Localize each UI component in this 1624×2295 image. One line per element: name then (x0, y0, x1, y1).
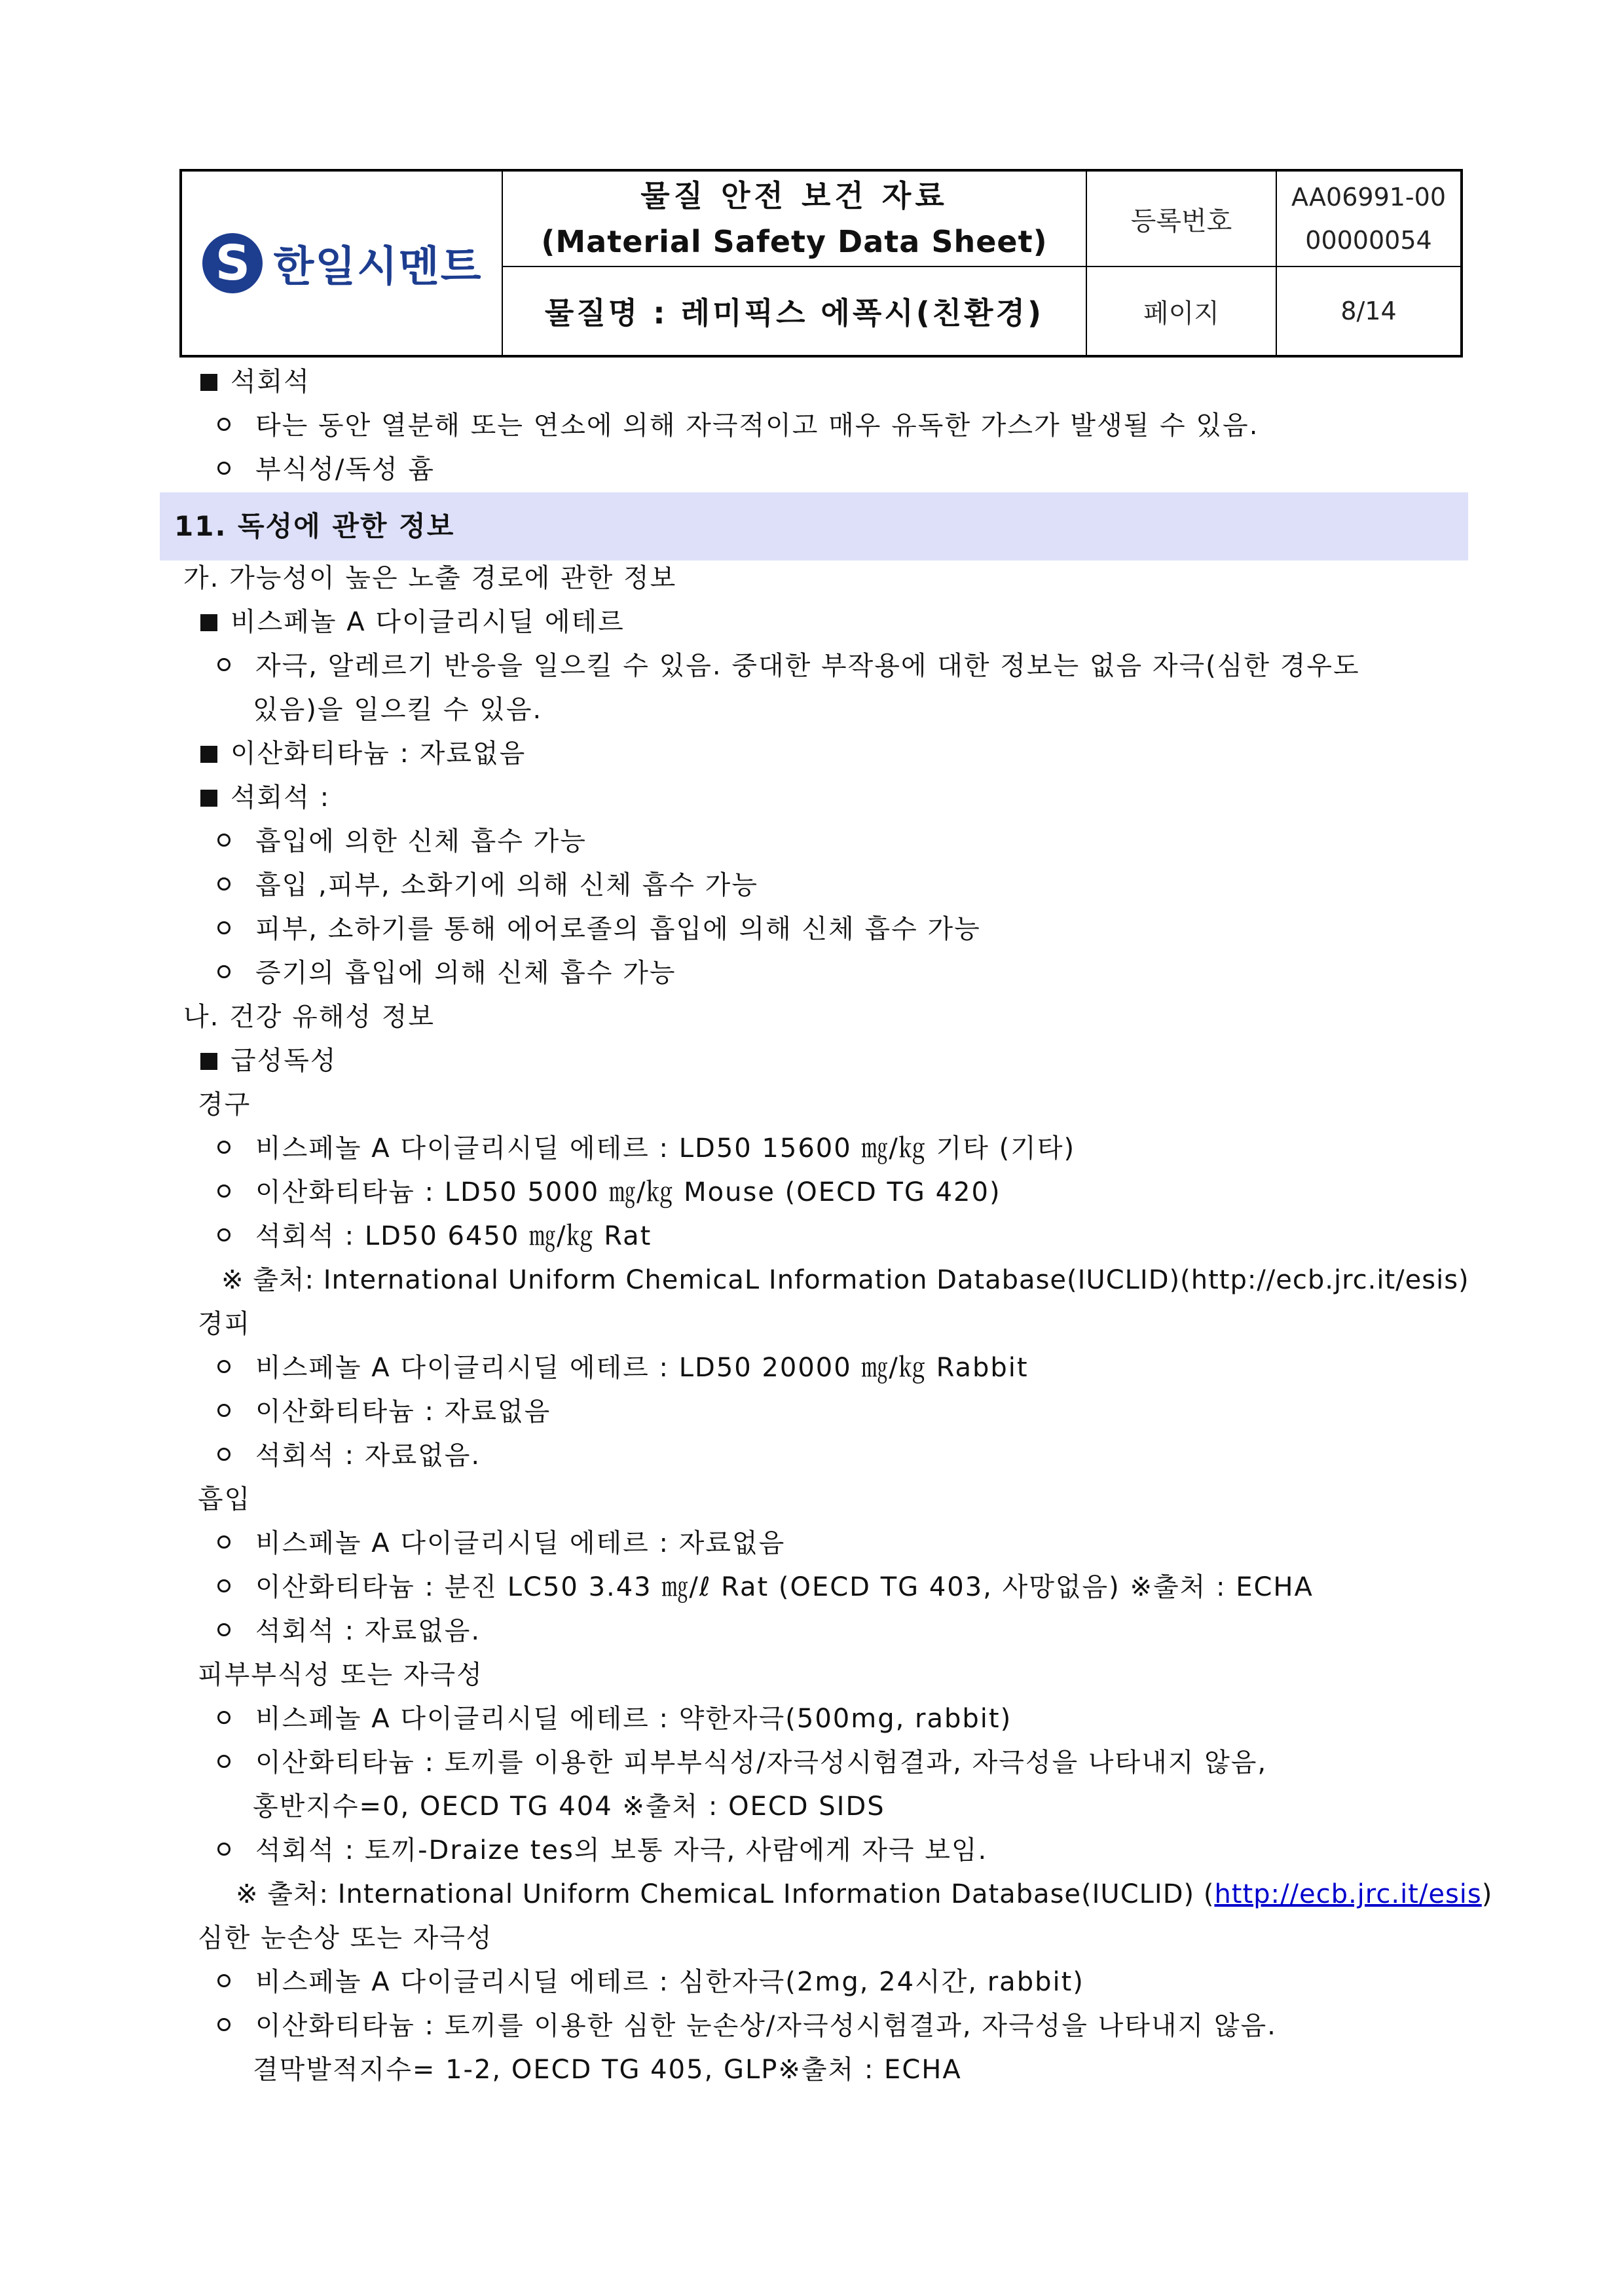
header-table (179, 169, 1463, 358)
company-logo-icon: S (202, 233, 263, 293)
circle-bullet-icon (217, 418, 231, 431)
circle-bullet-icon (217, 1535, 231, 1549)
list-item: 석회석 : 토끼-Draize tes의 보통 자극, 사람에게 자극 보임. (217, 1834, 987, 1867)
source-link[interactable]: http://ecb.jrc.it/esis (1214, 1879, 1482, 1909)
document-title (504, 172, 1084, 266)
circle-bullet-icon (217, 1448, 231, 1461)
registration-number-line2: 00000054 (1305, 226, 1432, 255)
square-bullet-icon (200, 614, 217, 631)
circle-bullet-icon (217, 834, 231, 847)
circle-bullet-icon (217, 1404, 231, 1417)
list-item: 자극, 알레르기 반응을 일으킬 수 있음. 중대한 부작용에 대한 정보는 없음 자극(심한 경우도 (217, 650, 1360, 682)
circle-bullet-icon (217, 658, 231, 671)
subsection-heading: 가. 가능성이 높은 노출 경로에 관한 정보 (183, 563, 677, 593)
category-label: 경구 (198, 1090, 251, 1120)
subsection-heading: 나. 건강 유해성 정보 (183, 1002, 435, 1032)
registration-number (1277, 172, 1460, 266)
list-item: 이산화티타늄 : 분진 LC50 3.43 ㎎/ℓ Rat (OECD TG 403, 사망없음) ※출처 : ECHA (217, 1571, 1314, 1604)
list-item: 이산화티타늄 : 토끼를 이용한 심한 눈손상/자극성시험결과, 자극성을 나타내지 않음. (217, 2010, 1277, 2042)
square-bullet-icon (200, 1053, 217, 1070)
circle-bullet-icon (217, 1623, 231, 1636)
list-item: 타는 동안 열분해 또는 연소에 의해 자극적이고 매우 유독한 가스가 발생될 수 있음. (217, 409, 1259, 442)
registration-number-line1: AA06991-00 (1291, 183, 1446, 211)
company-logo (182, 172, 503, 355)
list-item-continuation: 있음)을 일으킬 수 있음. (253, 695, 543, 725)
list-item: 흡입 ,피부, 소화기에 의해 신체 흡수 가능 (217, 869, 758, 902)
circle-bullet-icon (217, 1228, 231, 1241)
page-number: 8/14 (1340, 297, 1397, 325)
source-note: ※ 출처: International Uniform ChemicaL Information Database(IUCLID)(http://ecb.jrc.it/esis) (221, 1265, 1469, 1295)
square-bullet-icon (200, 746, 217, 763)
list-item: 피부, 소하기를 통해 에어로졸의 흡입에 의해 신체 흡수 가능 (217, 913, 981, 946)
list-item: 부식성/독성 흄 (217, 453, 435, 486)
list-item: 석회석 (200, 365, 310, 398)
list-item: 비스페놀 A 다이글리시딜 에테르 : 심한자극(2mg, 24시간, rabbit) (217, 1966, 1084, 1998)
category-label: 흡입 (198, 1484, 251, 1515)
list-item-continuation: 홍반지수=0, OECD TG 404 ※출처 : OECD SIDS (253, 1791, 885, 1822)
list-item: 급성독성 (200, 1044, 337, 1077)
circle-bullet-icon (217, 2018, 231, 2031)
list-item: 석회석 : (200, 781, 330, 814)
category-label: 경피 (198, 1309, 251, 1339)
list-item: 석회석 : LD50 6450 ㎎/㎏ Rat (217, 1220, 652, 1253)
source-note: ※ 출처: International Uniform ChemicaL Information Database(IUCLID) (http://ecb.jrc.it/esis) (236, 1879, 1493, 1909)
square-bullet-icon (200, 374, 217, 391)
list-item: 이산화티타늄 : 토끼를 이용한 피부부식성/자극성시험결과, 자극성을 나타내지 않음, (217, 1746, 1267, 1779)
list-item: 비스페놀 A 다이글리시딜 에테르 : LD50 15600 ㎎/㎏ 기타 (기타) (217, 1132, 1075, 1165)
circle-bullet-icon (217, 1755, 231, 1768)
circle-bullet-icon (217, 1579, 231, 1592)
title-korean: 물질 안전 보건 자료 (640, 178, 948, 213)
circle-bullet-icon (217, 1141, 231, 1154)
company-name: 한일시멘트 (273, 243, 483, 291)
list-item: 비스페놀 A 다이글리시딜 에테르 : LD50 20000 ㎎/㎏ Rabbit (217, 1351, 1029, 1384)
circle-bullet-icon (217, 921, 231, 934)
title-english: (Material Safety Data Sheet) (541, 224, 1048, 259)
material-name: 물질명 : 레미픽스 에폭시(친환경) (544, 295, 1044, 331)
section-title: 11. 독성에 관한 정보 (174, 510, 455, 542)
circle-bullet-icon (217, 1974, 231, 1987)
list-item: 이산화티타늄 : 자료없음 (217, 1395, 551, 1428)
list-item: 석회석 : 자료없음. (217, 1439, 481, 1472)
list-item: 이산화티타늄 : LD50 5000 ㎎/㎏ Mouse (OECD TG 420) (217, 1176, 1001, 1209)
circle-bullet-icon (217, 1360, 231, 1373)
list-item: 이산화티타늄 : 자료없음 (200, 737, 526, 770)
circle-bullet-icon (217, 965, 231, 978)
list-item: 흡입에 의한 신체 흡수 가능 (217, 825, 587, 858)
list-item-continuation: 결막발적지수= 1-2, OECD TG 405, GLP※출처 : ECHA (253, 2055, 962, 2085)
page-label: 페이지 (1143, 298, 1219, 329)
registration-label: 등록번호 (1130, 206, 1232, 236)
square-bullet-icon (200, 790, 217, 807)
category-label: 심한 눈손상 또는 자극성 (198, 1923, 493, 1953)
circle-bullet-icon (217, 1843, 231, 1856)
circle-bullet-icon (217, 1184, 231, 1198)
category-label: 피부부식성 또는 자극성 (198, 1660, 483, 1690)
circle-bullet-icon (217, 1711, 231, 1724)
list-item: 석회석 : 자료없음. (217, 1615, 481, 1647)
list-item: 비스페놀 A 다이글리시딜 에테르 : 약한자극(500mg, rabbit) (217, 1702, 1012, 1735)
list-item: 비스페놀 A 다이글리시딜 에테르 (200, 606, 625, 638)
circle-bullet-icon (217, 462, 231, 475)
list-item: 비스페놀 A 다이글리시딜 에테르 : 자료없음 (217, 1527, 785, 1560)
list-item: 증기의 흡입에 의해 신체 흡수 가능 (217, 957, 676, 989)
circle-bullet-icon (217, 877, 231, 890)
